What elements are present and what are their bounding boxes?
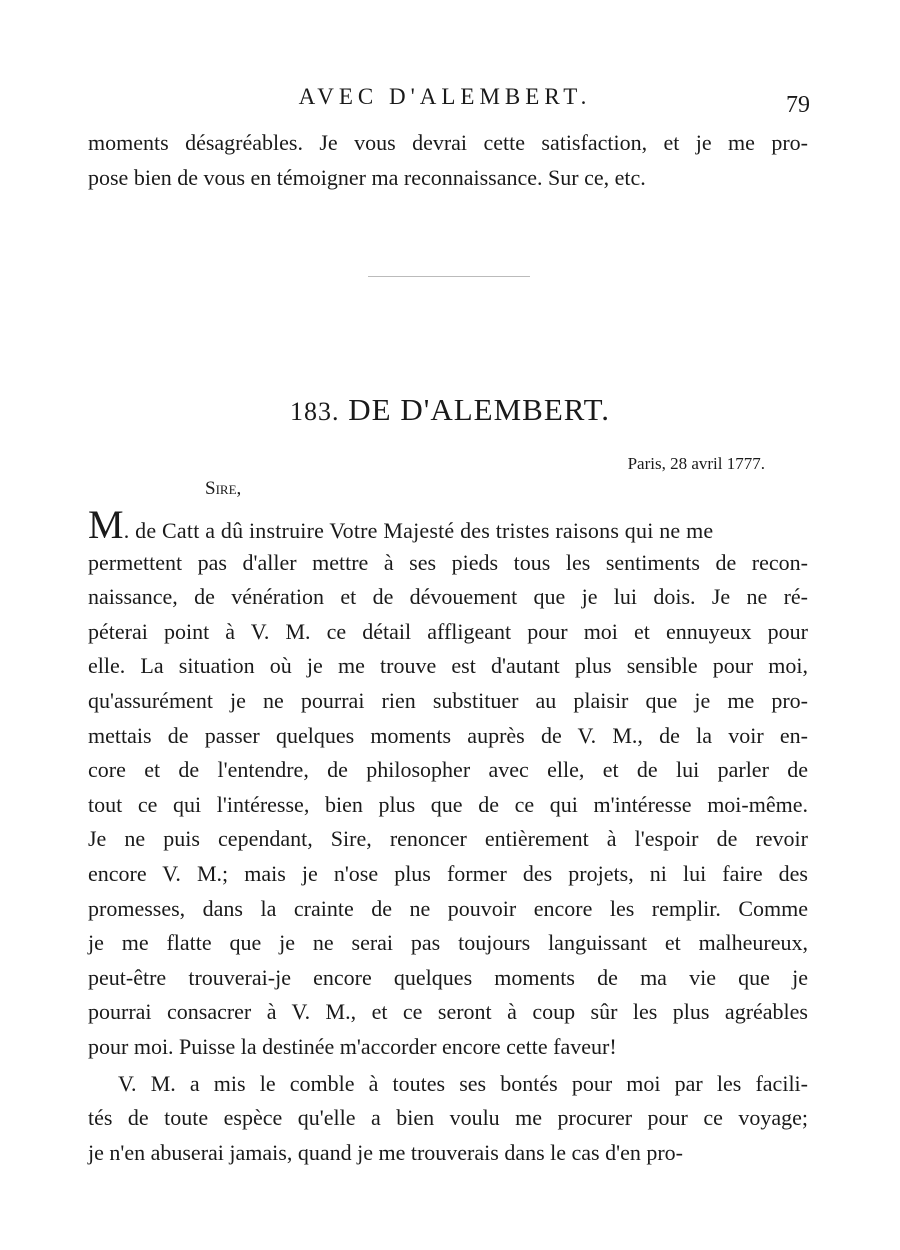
letter-number: 183. xyxy=(290,397,340,426)
text-line: permettent pas d'aller mettre à ses pieds tous les sentiments de recon- xyxy=(88,549,808,575)
text-line: pour moi. Puisse la destinée m'accorder encore cette faveur! xyxy=(88,1034,617,1059)
text-line: peut-être trouverai-je encore quelques moments de ma vie que je xyxy=(88,964,808,990)
text-line: core et de l'entendre, de philosopher avec elle, et de lui parler de xyxy=(88,757,808,783)
text-line: pourrai consacrer à V. M., et ce seront à coup sûr les plus agréables xyxy=(88,999,808,1025)
text-line: Je ne puis cependant, Sire, renoncer entièrement à l'espoir de revoir xyxy=(88,826,808,852)
text-line: qu'assurément je ne pourrai rien substituer au plaisir que je me pro- xyxy=(88,688,808,713)
text-line: tout ce qui l'intéresse, bien plus que de ce qui m'intéresse moi-même. xyxy=(88,791,808,817)
salutation: Sire, xyxy=(205,478,242,499)
letter-date: Paris, 28 avril 1777. xyxy=(627,454,765,473)
drop-cap: M xyxy=(88,502,124,547)
text-line-rest: . de Catt a dû instruire Votre Majesté des tristes raisons qui ne me xyxy=(123,518,714,543)
text-line: péterai point à V. M. ce détail affligeant pour moi et ennuyeux pour xyxy=(88,618,808,644)
running-head: AVEC D'ALEMBERT. xyxy=(298,84,592,109)
text-line: elle. La situation où je me trouve est d'autant plus sensible pour moi, xyxy=(88,653,808,679)
text-line: promesses, dans la crainte de ne pouvoir encore les remplir. Comme xyxy=(88,895,808,921)
text-line: moments désagréables. Je vous devrai cette satisfaction, et je me pro- xyxy=(88,130,808,155)
letter-title: DE D'ALEMBERT. xyxy=(348,392,610,427)
page-number: 79 xyxy=(786,92,810,118)
letter-heading xyxy=(0,392,900,428)
text-line: mettais de passer quelques moments auprès de V. M., de la voir en- xyxy=(88,722,808,748)
text-line: pose bien de vous en témoigner ma reconnaissance. Sur ce, etc. xyxy=(88,165,646,190)
text-line: V. M. a mis le comble à toutes ses bontés pour moi par les facili- xyxy=(118,1070,808,1096)
text-line: je me flatte que je ne serai pas toujours languissant et malheureux, xyxy=(88,930,808,956)
text-line: je n'en abuserai jamais, quand je me trouverais dans le cas d'en pro- xyxy=(88,1139,683,1165)
text-line xyxy=(88,502,808,547)
text-line: naissance, de vénération et de dévouement que je lui dois. Je ne ré- xyxy=(88,584,808,610)
text-line: tés de toute espèce qu'elle a bien voulu me procurer pour ce voyage; xyxy=(88,1105,808,1131)
text-line: encore V. M.; mais je n'ose plus former des projets, ni lui faire des xyxy=(88,861,808,886)
section-divider xyxy=(368,276,530,277)
